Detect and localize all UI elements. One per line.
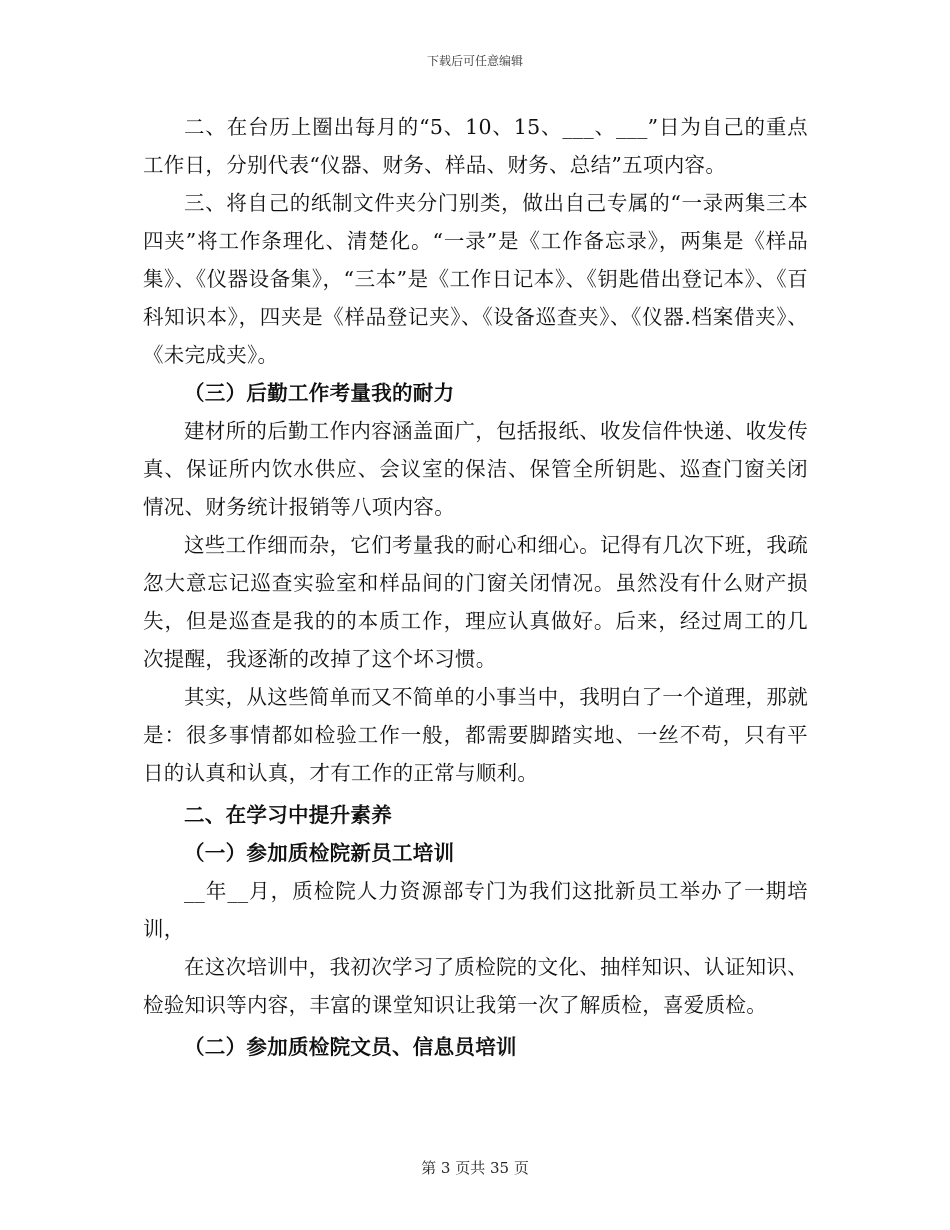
paragraph-7: 在这次培训中，我初次学习了质检院的文化、抽样知识、认证知识、检验知识等内容，丰富的课堂知识让我第一次了解质检，喜爱质检。 bbox=[143, 955, 808, 1017]
paragraph-3: 建材所的后勤工作内容涵盖面广，包括报纸、收发信件快递、收发传真、保证所内饮水供应、会议室的保洁、保管全所钥匙、巡查门窗关闭情况、财务统计报销等八项内容。 bbox=[143, 419, 808, 519]
paragraph-5: 其实，从这些简单而又不简单的小事当中，我明白了一个道理，那就是：很多事情都如检验工作一般，都需要脚踏实地、一丝不苟，只有平日的认真和认真，才有工作的正常与顺利。 bbox=[143, 685, 808, 785]
paragraph-6: __年__月，质检院人力资源部专门为我们这批新员工举办了一期培训， bbox=[143, 879, 808, 941]
paragraph-4: 这些工作细而杂，它们考量我的耐心和细心。记得有几次下班，我疏忽大意忘记巡查实验室和样品间的门窗关闭情况。虽然没有什么财产损失，但是巡查是我的的本质工作，理应认真做好。后来，经过周工的几次提醒，我逐渐的改掉了这个坏习惯。 bbox=[143, 533, 808, 671]
page-body bbox=[143, 108, 808, 1066]
section-heading-logistics: （三）后勤工作考量我的耐力 bbox=[184, 381, 455, 405]
page-header: 下载后可任意编辑 bbox=[426, 54, 523, 68]
paragraph-2: 三、将自己的纸制文件夹分门别类，做出自己专属的“一录两集三本四夹”将工作条理化、清楚化。“一录”是《工作备忘录》，两集是《样品集》、《仪器设备集》，“三本”是《工作日记本》、《钥匙借出登记本》、《百科知识本》，四夹是《样品登记夹》、《设备巡查夹》、《仪器.档案借夹》、《未完成夹》。 bbox=[143, 191, 808, 367]
section-heading-clerk-training: （二）参加质检院文员、信息员培训 bbox=[184, 1035, 517, 1059]
section-heading-learning: 二、在学习中提升素养 bbox=[184, 803, 392, 827]
section-heading-new-staff-training: （一）参加质检院新员工培训 bbox=[184, 841, 455, 865]
page-footer: 第 3 页共 35 页 bbox=[421, 1159, 529, 1177]
paragraph-1: 二、在台历上圈出每月的“5、10、15、___、___”日为自己的重点工作日，分别代表“仪器、财务、样品、财务、总结”五项内容。 bbox=[143, 115, 808, 177]
